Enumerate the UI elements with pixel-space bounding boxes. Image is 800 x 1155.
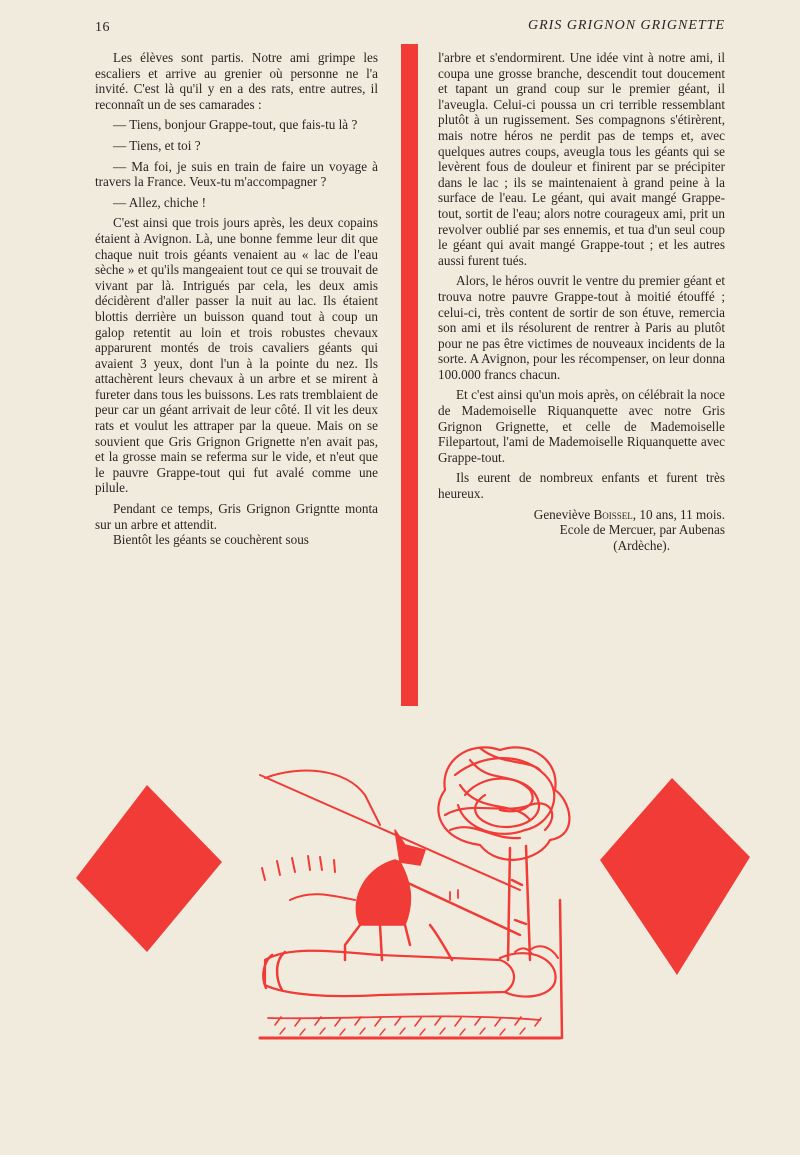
tree-trunk: [508, 846, 530, 960]
red-illustration: [60, 720, 760, 1060]
left-diamond-shape: [76, 785, 222, 952]
author-signature: [438, 507, 725, 554]
paragraph: Les élèves sont partis. Notre ami grimpe les escaliers et arrive au grenier où personne ne l'a invité. C'est là qu'il y en a des rats, entre autres, il reconnaît un de ses camarades :: [95, 50, 378, 112]
author-age: , 10 ans, 11 mois.: [632, 506, 725, 522]
author-line: [438, 507, 725, 523]
ground-hatching-2: [280, 1028, 525, 1035]
paragraph: Ils eurent de nombreux enfants et furent très heureux.: [438, 470, 725, 502]
paragraph: Alors, le héros ouvrit le ventre du premier géant et trouva notre pauvre Grappe-tout à moitié étouffé ; celui-ci, très content de sortir de son étuve, remercia son ami et ils résolurent de rentrer à Paris au plutôt pour ne pas être victimes de nouveaux incidents de la sorte. A Avignon, pour les récompenser, on leur donna 100.000 francs chacun.: [438, 273, 725, 382]
paragraph: — Allez, chiche !: [113, 194, 207, 210]
motion-ticks: [262, 856, 335, 880]
paragraph: — Tiens, bonjour Grappe-tout, que fais-tu là ?: [113, 117, 358, 133]
author-surname: Boissel: [593, 506, 633, 522]
horizon-hill: [265, 771, 380, 825]
author-school: Ecole de Mercuer, par Aubenas: [559, 522, 725, 538]
paragraph: C'est ainsi que trois jours après, les deux copains étaient à Avignon. Là, une bonne femme leur dit que chaque nuit trois géants venaient au « lac de l'eau sèche » et qu'ils mangeaient tout ce qui se trouvait de vivant par là. Intrigués par cela, les deux amis décidèrent d'aller passer la nuit au lac. Ils étaient blottis derrière un buisson quand tout à coup un galop retentit au loin et trois robustes chevaux apparurent montés de trois cavaliers géants qui avaient 3 yeux, dont l'un à la pointe du nez. Ils attachèrent leurs chevaux à un arbre et se mirent à fureter dans tous les buissons. Les rats tremblaient de peur car un géant arrivait de leur côté. Il vit les deux rats et voulut les attraper par la queue. Mais on se souvient que Gris Grignon Grignette n'en avait pas, et la grosse main se referma sur le vide, et n'eut que le pauvre Grappe-tout qui fut avalé comme une pilule.: [95, 215, 378, 496]
right-diamond-shape: [600, 778, 750, 975]
red-divider-bar: [401, 44, 418, 706]
paragraph: l'arbre et s'endormirent. Une idée vint à notre ami, il coupa une grosse branche, descendit tout doucement et tapant un grand coup sur le premier géant, il l'aveugla. Celui-ci poussa un cri terrible ressemblant plutôt à un rugissement. Ses compagnons s'étirèrent, mais notre héros ne perdit pas de temps et, avec quelques autres coups, aveugla tous les géants qui se levèrent fous de douleur et finirent par se précipiter dans le lac ; ils se maintenaient à grand peine à la surface de l'eau. Le géant, qui avait mangé Grappe-tout, sortit de l'eau; alors notre courageux ami, prit un revolver oublié par ses ennemis, et tua d'un seul coup le géant qui avait mangé Grappe-tout ; et les autres aussi furent tués.: [438, 50, 725, 268]
paragraph: — Tiens, et toi ?: [113, 137, 201, 153]
tree-foliage-scribble: [438, 747, 569, 859]
lying-giant-feet: [263, 952, 285, 990]
rat-head: [395, 830, 425, 865]
frame-right-edge: [560, 900, 562, 1038]
lying-giant-body: [265, 951, 514, 996]
giant-scene-drawing: [260, 747, 569, 1038]
paragraph: Pendant ce temps, Gris Grignon Grigntte monta sur un arbre et attendit.: [95, 501, 378, 532]
author-region: (Ardèche).: [613, 537, 670, 553]
paragraph: — Ma foi, je suis en train de faire un voyage à travers la France. Veux-tu m'accompagner ?: [95, 158, 378, 190]
rat-tail: [290, 894, 355, 900]
lying-giant-arm: [430, 925, 452, 960]
small-ticks: [450, 890, 458, 900]
left-text-column: [95, 50, 378, 548]
paragraph: Et c'est ainsi qu'un mois après, on célébrait la noce de Mademoiselle Riquanquette avec notre Gris Grignon Grignette, et celle de Mademoiselle Filepartout, l'ami de Mademoiselle Riquanquette avec Grappe-tout.: [438, 387, 725, 465]
running-title: GRIS GRIGNON GRIGNETTE: [528, 18, 725, 33]
author-first-name: Geneviève: [533, 506, 591, 522]
page-number: 16: [95, 20, 110, 35]
rat-body: [356, 860, 410, 925]
paragraph: Bientôt les géants se couchèrent sous: [113, 532, 309, 548]
right-text-column: [438, 50, 725, 553]
